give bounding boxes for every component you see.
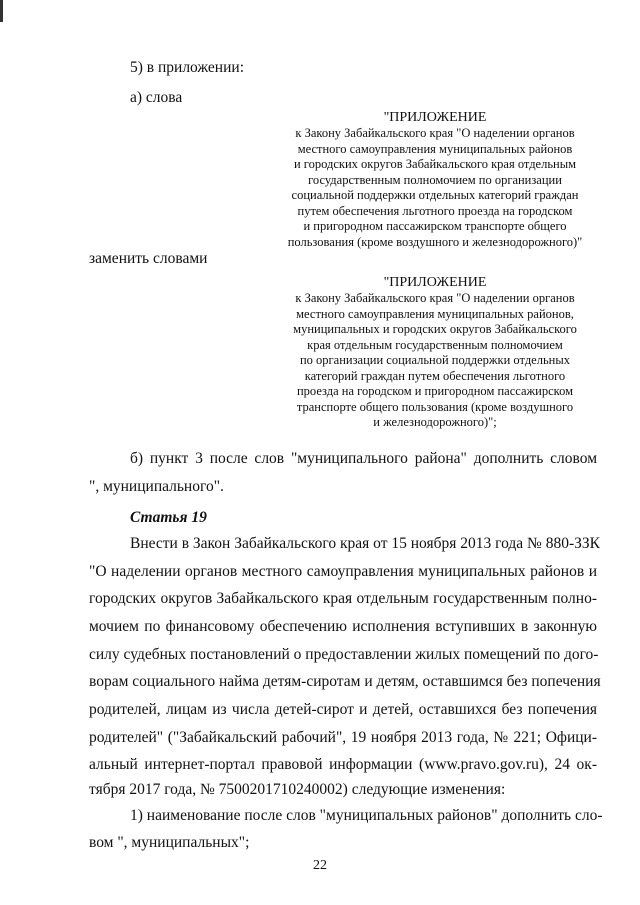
old-appendix-line: к Закону Забайкальского края "О наделении органов [295, 126, 575, 140]
old-appendix-block [265, 109, 605, 250]
article-paragraph-line: альный интернет-портал правовой информации (www.pravo.gov.ru), 24 ок- [89, 756, 597, 773]
article-paragraph-line: тября 2017 года, № 7500201710240002) следующие изменения: [89, 781, 506, 798]
old-appendix-line: социальной поддержки отдельных категорий граждан [291, 188, 579, 202]
old-appendix-title: "ПРИЛОЖЕНИЕ [383, 110, 487, 125]
old-appendix-line: и пригородном пассажирском транспорте общего [303, 219, 567, 233]
new-appendix-title: "ПРИЛОЖЕНИЕ [383, 275, 487, 290]
old-appendix-line: путем обеспечения льготного проезда на городском [297, 203, 573, 218]
item-1-line: 1) наименование после слов "муниципальных районов" дополнить сло- [130, 807, 603, 824]
new-appendix-line: местного самоуправления муниципальных районов, [296, 306, 574, 321]
new-appendix-block [265, 274, 605, 431]
new-appendix-line: проезда на городском и пригородном пассажирском [296, 384, 573, 398]
item-1-line: вом ", муниципальных"; [89, 834, 250, 851]
article-paragraph-line: мочием по финансовому обеспечению исполнения вступивших в законную [89, 618, 597, 635]
old-appendix-line: местного самоуправления муниципальных районов [297, 141, 573, 156]
article-heading: Статья 19 [130, 509, 207, 526]
article-paragraph-line: ворам социального найма детям-сиротам и детям, оставшимся без попечения [89, 673, 601, 690]
old-appendix-line: и городских округов Забайкальского края отдельным [293, 157, 577, 171]
new-appendix-line: по организации социальной поддержки отдельных [299, 353, 570, 367]
article-paragraph-line: родителей, лицам из числа детей-сирот и детей, оставшихся без попечения [89, 701, 597, 718]
article-paragraph-line: Внести в Закон Забайкальского края от 15 ноября 2013 года № 880-ЗЗК [130, 535, 601, 552]
old-appendix-line: государственным полномочием по организации [308, 172, 562, 187]
item-b-line: б) пункт 3 после слов "муниципального района" дополнить словом [130, 450, 597, 467]
page-number: 22 [313, 858, 327, 873]
article-paragraph-line: городских округов Забайкальского края отдельным государственным полно- [89, 590, 597, 607]
item-5-text: 5) в приложении: [130, 59, 244, 76]
new-appendix-line: края отдельным государственным полномочием [307, 337, 563, 352]
article-paragraph-line: "О наделении органов местного самоуправления муниципальных районов и [89, 563, 597, 580]
item-b-line: ", муниципального". [89, 478, 224, 495]
new-appendix-line: и железнодорожного)"; [373, 415, 497, 429]
new-appendix-line: транспорте общего пользования (кроме воздушного [296, 399, 574, 414]
new-appendix-line: категорий граждан путем обеспечения льготного [304, 368, 566, 383]
article-paragraph-line: силу судебных постановлений о предоставлении жилых помещений по дого- [89, 646, 599, 663]
new-appendix-line: муниципальных и городских округов Забайкальского [293, 322, 577, 336]
replace-with-text: заменить словами [89, 250, 208, 267]
new-appendix-line: к Закону Забайкальского края "О наделении органов [295, 291, 575, 305]
article-paragraph-line: родителей" ("Забайкальский рабочий", 19 ноября 2013 года, № 221; Офици- [89, 729, 597, 746]
item-a-text: а) слова [130, 89, 183, 106]
old-appendix-line: пользования (кроме воздушного и железнодорожного)" [287, 234, 583, 249]
